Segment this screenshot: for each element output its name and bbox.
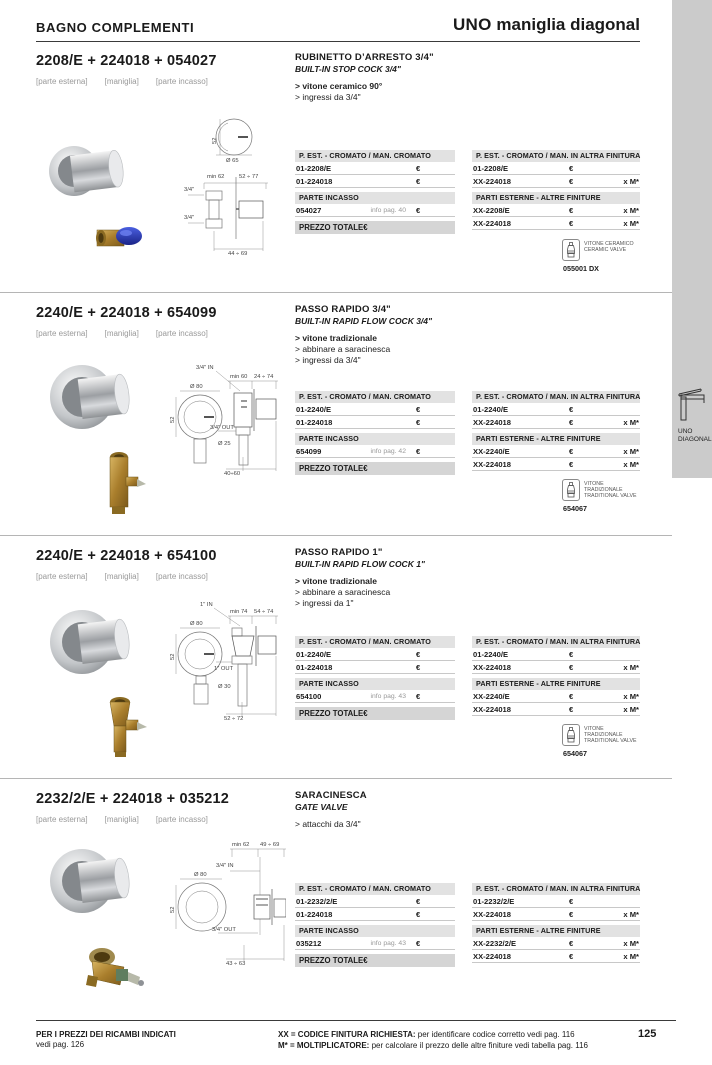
dim-front-height: 52 — [170, 653, 176, 660]
page-number: 125 — [638, 1028, 657, 1040]
dim-front-diameter: Ø 80 — [190, 384, 203, 390]
dim-depth-range: 52 ÷ 77 — [239, 174, 259, 180]
table-header: P. EST. - CROMATO / MAN. IN ALTRA FINITURA — [472, 150, 640, 162]
product-features: > vitone tradizionale > abbinare a saracinesca > ingressi da 3/4" — [295, 333, 391, 365]
product-title: SARACINESCA — [295, 790, 367, 801]
technical-drawing — [168, 841, 286, 971]
price-cell: € — [416, 662, 421, 672]
valve-type-badge — [562, 239, 672, 273]
dim-pipe-diameter: Ø 25 — [218, 441, 231, 447]
table-row: XX-224018 € x M* — [472, 175, 640, 188]
dim-depth-range: 49 ÷ 69 — [260, 842, 280, 848]
dim-front-diameter: Ø 65 — [226, 158, 239, 164]
page-category-title: BAGNO COMPLEMENTI — [36, 20, 195, 35]
price-cell: € — [569, 404, 574, 414]
dim-front-diameter: Ø 80 — [190, 621, 203, 627]
table-row: 654099 info pag. 42 € — [295, 445, 455, 458]
table-row: 01-2240/E € — [472, 648, 640, 661]
multiplier-cell: x M* — [623, 176, 639, 186]
series-title — [453, 15, 640, 35]
valve-badge-code: 055001 DX — [563, 264, 599, 273]
table-row: 035212 info pag. 43 € — [295, 937, 455, 950]
series-brand: UNO — [452, 15, 492, 34]
table-row: 01-224018 € — [295, 908, 455, 921]
dim-outlet: 3/4" OUT — [212, 927, 236, 933]
product-code: 2232/2/E + 224018 + 035212 — [36, 791, 230, 807]
multiplier-cell: x M* — [623, 205, 639, 215]
dim-front-diameter: Ø 80 — [194, 872, 207, 878]
table-row: 01-224018 € — [295, 416, 455, 429]
price-cell: € — [363, 709, 368, 718]
dim-front-height: 52 — [170, 906, 176, 913]
dim-inlet: 3/4" IN — [216, 863, 234, 869]
table-row: XX-224018 € x M* — [472, 908, 640, 921]
price-cell: € — [569, 896, 574, 906]
price-cell: € — [416, 163, 421, 173]
valve-type-badge — [562, 479, 672, 513]
dim-inlet: 1" IN — [200, 602, 213, 608]
price-cell: € — [416, 896, 421, 906]
product-code: 2240/E + 224018 + 654099 — [36, 305, 217, 321]
product-features: > attacchi da 3/4" — [295, 819, 361, 829]
table-row: XX-224018 € x M* — [472, 703, 640, 716]
price-cell: € — [569, 951, 574, 961]
table-row: 01-2240/E € — [472, 403, 640, 416]
table-header: PARTE INCASSO — [295, 192, 455, 204]
faucet-icon — [677, 388, 707, 422]
dim-outlet: 3/4" — [184, 215, 195, 221]
table-row: XX-224018 € x M* — [472, 217, 640, 230]
multiplier-cell: x M* — [623, 417, 639, 427]
multiplier-cell: x M* — [623, 704, 639, 714]
dim-bottom-range: 40÷60 — [224, 471, 241, 477]
table-header: PARTI ESTERNE - ALTRE FINITURE — [472, 925, 640, 937]
dim-outlet: 3/4" OUT — [210, 425, 234, 431]
price-cell: € — [416, 404, 421, 414]
product-title-block — [295, 52, 645, 103]
legend-m: M* = MOLTIPLICATORE: — [278, 1040, 370, 1050]
price-cell: € — [569, 704, 574, 714]
dim-depth-range: 54 ÷ 74 — [254, 609, 274, 615]
info-page-ref[interactable]: info pag. 42 — [370, 447, 406, 455]
multiplier-cell: x M* — [623, 938, 639, 948]
price-cell: € — [416, 417, 421, 427]
dim-bottom-range: 44 ÷ 69 — [228, 251, 248, 257]
price-cell: € — [416, 909, 421, 919]
table-row: 01-2232/2/E € — [295, 895, 455, 908]
table-header: PARTE INCASSO — [295, 678, 455, 690]
table-row: 01-2232/2/E € — [472, 895, 640, 908]
multiplier-cell: x M* — [623, 459, 639, 469]
total-row: PREZZO TOTALE € — [295, 707, 455, 720]
table-header: P. EST. - CROMATO / MAN. CROMATO — [295, 150, 455, 162]
price-cell: € — [363, 464, 368, 473]
price-cell: € — [569, 417, 574, 427]
technical-drawing — [168, 365, 278, 481]
info-page-ref[interactable]: info pag. 43 — [370, 939, 406, 947]
price-cell: € — [416, 205, 421, 215]
table-row: 01-2240/E € — [295, 648, 455, 661]
price-cell: € — [569, 909, 574, 919]
multiplier-cell: x M* — [623, 909, 639, 919]
product-title-block — [295, 790, 645, 830]
table-header: P. EST. - CROMATO / MAN. CROMATO — [295, 883, 455, 895]
dim-front-height: 52 — [170, 416, 176, 423]
price-cell: € — [569, 938, 574, 948]
table-header: PARTI ESTERNE - ALTRE FINITURE — [472, 678, 640, 690]
table-header: P. EST. - CROMATO / MAN. CROMATO — [295, 636, 455, 648]
price-cell: € — [363, 956, 368, 965]
table-row: 01-2208/E € — [295, 162, 455, 175]
product-title-en: BUILT-IN RAPID FLOW COCK 1" — [295, 559, 425, 569]
product-title: RUBINETTO D’ARRESTO 3/4" — [295, 52, 434, 63]
technical-drawing — [176, 111, 268, 263]
multiplier-cell: x M* — [623, 951, 639, 961]
total-row: PREZZO TOTALE € — [295, 462, 455, 475]
table-header: P. EST. - CROMATO / MAN. CROMATO — [295, 391, 455, 403]
price-cell: € — [569, 163, 574, 173]
info-page-ref[interactable]: info pag. 40 — [370, 206, 406, 214]
price-cell: € — [416, 176, 421, 186]
product-photo-valve — [106, 696, 150, 758]
price-cell: € — [416, 649, 421, 659]
technical-drawing — [168, 602, 278, 728]
table-row: XX-2208/E € x M* — [472, 204, 640, 217]
price-cell: € — [363, 223, 368, 232]
product-section-3 — [0, 535, 672, 778]
valve-type-badge — [562, 724, 672, 758]
valve-icon — [562, 479, 580, 501]
valve-badge-label: VITONE TRADIZIONALE TRADITIONAL VALVE — [584, 726, 637, 745]
product-code: 2208/E + 224018 + 054027 — [36, 53, 217, 69]
footer-divider — [36, 1020, 676, 1021]
table-row: 01-2240/E € — [295, 403, 455, 416]
product-photo-valve — [106, 451, 148, 515]
table-header: PARTE INCASSO — [295, 433, 455, 445]
dim-pipe-diameter: Ø 30 — [218, 684, 231, 690]
series-tab[interactable] — [672, 0, 712, 478]
multiplier-cell: x M* — [623, 662, 639, 672]
product-photo-handle — [50, 359, 130, 435]
product-title-en: GATE VALVE — [295, 802, 348, 812]
table-row: 01-2208/E € — [472, 162, 640, 175]
valve-badge-code: 654067 — [563, 749, 587, 758]
price-cell: € — [416, 446, 421, 456]
valve-icon — [562, 239, 580, 261]
product-title-block — [295, 304, 645, 366]
dim-depth-range: 24 ÷ 74 — [254, 374, 274, 380]
table-header: PARTI ESTERNE - ALTRE FINITURE — [472, 192, 640, 204]
price-cell: € — [569, 691, 574, 701]
table-row: XX-224018 € x M* — [472, 416, 640, 429]
product-photo-handle — [50, 604, 130, 680]
price-cell: € — [569, 649, 574, 659]
price-table-other-finishes — [472, 391, 640, 471]
table-header: P. EST. - CROMATO / MAN. IN ALTRA FINITURA — [472, 636, 640, 648]
multiplier-cell: x M* — [623, 446, 639, 456]
page-footer — [0, 1020, 712, 1065]
product-photo-handle — [50, 843, 130, 919]
dim-inlet: 3/4" IN — [196, 365, 214, 371]
dim-depth-min: min 62 — [232, 842, 250, 848]
dim-inlet: 3/4" — [184, 187, 195, 193]
price-cell: € — [569, 662, 574, 672]
table-row: XX-2240/E € x M* — [472, 445, 640, 458]
total-row: PREZZO TOTALE € — [295, 221, 455, 234]
valve-badge-code: 654067 — [563, 504, 587, 513]
price-table-other-finishes — [472, 150, 640, 230]
price-table-chrome — [295, 636, 455, 720]
part-labels: [parte esterna] [maniglia] [parte incasso] — [36, 815, 208, 824]
product-section-4 — [0, 778, 672, 1020]
product-title-block — [295, 547, 645, 609]
product-title-en: BUILT-IN STOP COCK 3/4" — [295, 64, 401, 74]
price-table-other-finishes — [472, 636, 640, 716]
valve-badge-label: VITONE CERAMICO CERAMIC VALVE — [584, 241, 634, 254]
product-title-en: BUILT-IN RAPID FLOW COCK 3/4" — [295, 316, 433, 326]
dim-depth-min: min 62 — [207, 174, 225, 180]
footer-legend: XX = CODICE FINITURA RICHIESTA: per identificare codice corretto vedi pag. 116 M* = MOLTIPLICATORE: per calcolare il prezzo delle altre finiture vedi tabella pag. 116 — [278, 1030, 588, 1050]
product-title: PASSO RAPIDO 1" — [295, 547, 383, 558]
dim-bottom-range: 52 ÷ 72 — [224, 716, 244, 722]
price-table-chrome — [295, 391, 455, 475]
dim-depth-min: min 60 — [230, 374, 248, 380]
product-features: > vitone ceramico 90° > ingressi da 3/4" — [295, 81, 383, 102]
table-row: XX-224018 € x M* — [472, 661, 640, 674]
info-page-ref[interactable]: info pag. 43 — [370, 692, 406, 700]
dim-bottom-range: 43 ÷ 63 — [226, 961, 246, 967]
product-photo-handle — [48, 141, 128, 203]
product-features: > vitone tradizionale > abbinare a saracinesca > ingressi da 1" — [295, 576, 391, 608]
table-header: P. EST. - CROMATO / MAN. IN ALTRA FINITURA — [472, 391, 640, 403]
price-table-other-finishes — [472, 883, 640, 963]
valve-icon — [562, 724, 580, 746]
table-row: XX-2232/2/E € x M* — [472, 937, 640, 950]
price-cell: € — [569, 446, 574, 456]
table-row: 01-224018 € — [295, 661, 455, 674]
price-cell: € — [569, 205, 574, 215]
table-row: XX-224018 € x M* — [472, 950, 640, 963]
multiplier-cell: x M* — [623, 218, 639, 228]
series-tab-label: UNO DIAGONAL — [678, 428, 712, 443]
total-row: PREZZO TOTALE € — [295, 954, 455, 967]
price-cell: € — [569, 176, 574, 186]
footer-spare-parts-note: PER I PREZZI DEI RICAMBI INDICATI vedi pag. 126 — [36, 1030, 176, 1049]
product-title: PASSO RAPIDO 3/4" — [295, 304, 391, 315]
price-cell: € — [569, 218, 574, 228]
price-cell: € — [569, 459, 574, 469]
price-cell: € — [416, 938, 421, 948]
table-row: 01-224018 € — [295, 175, 455, 188]
dim-depth-min: min 74 — [230, 609, 248, 615]
table-row: XX-2240/E € x M* — [472, 690, 640, 703]
part-labels: [parte esterna] [maniglia] [parte incasso] — [36, 77, 208, 86]
multiplier-cell: x M* — [623, 691, 639, 701]
table-header: PARTE INCASSO — [295, 925, 455, 937]
part-labels: [parte esterna] [maniglia] [parte incasso] — [36, 329, 208, 338]
price-table-chrome — [295, 883, 455, 967]
dim-outlet: 1" OUT — [214, 666, 234, 672]
product-code: 2240/E + 224018 + 654100 — [36, 548, 217, 564]
table-row: XX-224018 € x M* — [472, 458, 640, 471]
table-header: P. EST. - CROMATO / MAN. IN ALTRA FINITURA — [472, 883, 640, 895]
valve-badge-label: VITONE TRADIZIONALE TRADITIONAL VALVE — [584, 481, 637, 500]
legend-xx: XX = CODICE FINITURA RICHIESTA: — [278, 1030, 416, 1039]
table-row: 654100 info pag. 43 € — [295, 690, 455, 703]
table-header: PARTI ESTERNE - ALTRE FINITURE — [472, 433, 640, 445]
product-photo-valve — [96, 223, 144, 253]
price-cell: € — [416, 691, 421, 701]
product-photo-valve — [86, 945, 146, 995]
table-row: 054027 info pag. 40 € — [295, 204, 455, 217]
product-section-1 — [0, 41, 672, 292]
part-labels: [parte esterna] [maniglia] [parte incasso] — [36, 572, 208, 581]
product-section-2 — [0, 292, 672, 535]
series-name: maniglia diagonal — [496, 15, 640, 34]
price-table-chrome — [295, 150, 455, 234]
dim-front-height: 52 — [212, 137, 218, 144]
